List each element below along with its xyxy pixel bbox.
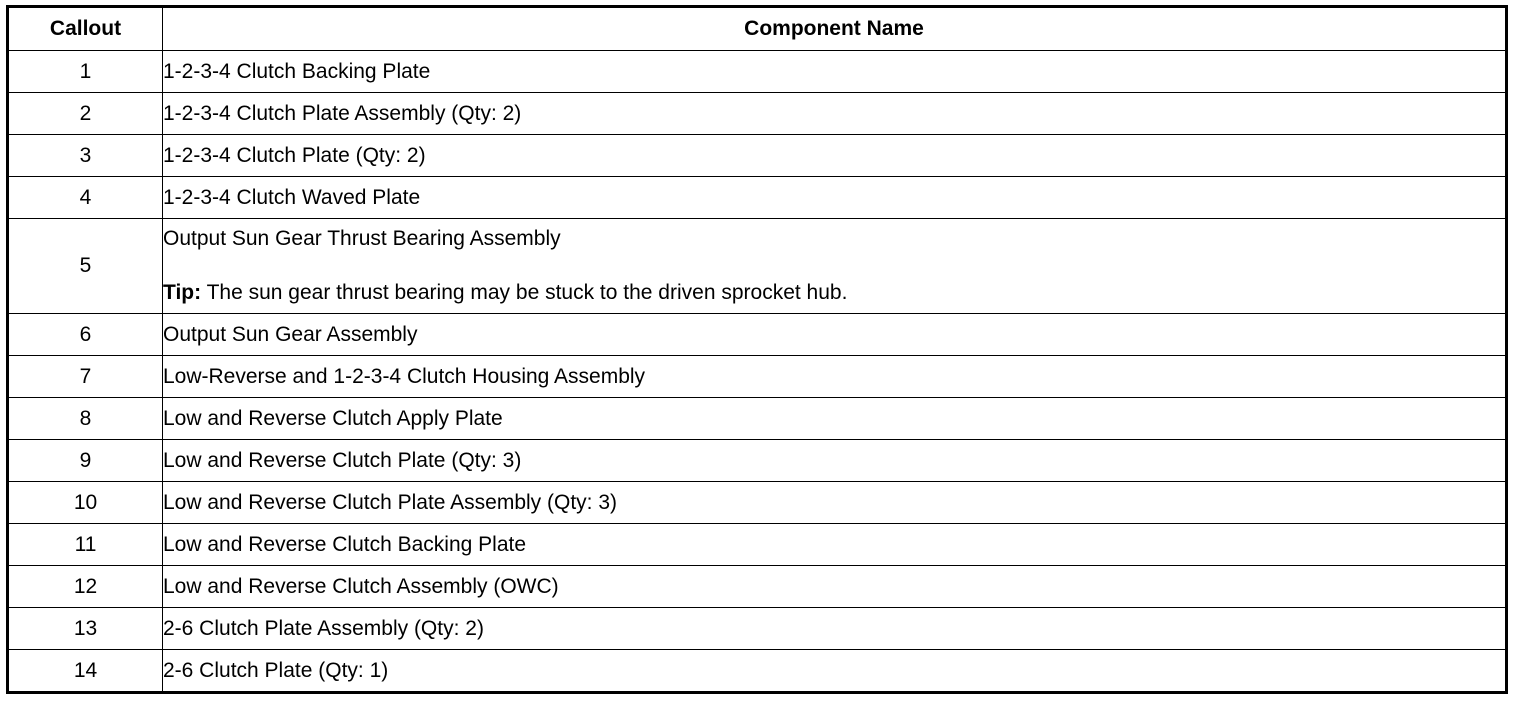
table-row (8, 51, 1507, 93)
table-row (8, 135, 1507, 177)
callout-number: 7 (8, 356, 163, 398)
table-row (8, 356, 1507, 398)
table-row (8, 398, 1507, 440)
table-row (8, 314, 1507, 356)
callout-number: 12 (8, 566, 163, 608)
tip-label: Tip: (163, 281, 202, 304)
callout-number: 3 (8, 135, 163, 177)
table-row (8, 440, 1507, 482)
component-name: 2-6 Clutch Plate Assembly (Qty: 2) (163, 608, 1507, 650)
component-name: Low and Reverse Clutch Plate Assembly (Qty: 3) (163, 482, 1507, 524)
component-name-with-tip (163, 219, 1507, 314)
component-name: Output Sun Gear Assembly (163, 314, 1507, 356)
table-row (8, 524, 1507, 566)
callout-number: 11 (8, 524, 163, 566)
component-name: Low-Reverse and 1-2-3-4 Clutch Housing Assembly (163, 356, 1507, 398)
table-row (8, 566, 1507, 608)
tip-text: The sun gear thrust bearing may be stuck to the driven sprocket hub. (201, 281, 848, 304)
component-name: Low and Reverse Clutch Plate (Qty: 3) (163, 440, 1507, 482)
callout-number: 13 (8, 608, 163, 650)
tip-note (163, 281, 1505, 305)
table-row (8, 482, 1507, 524)
callout-number: 4 (8, 177, 163, 219)
callout-column-header: Callout (8, 7, 163, 51)
callout-number: 10 (8, 482, 163, 524)
component-name: Low and Reverse Clutch Backing Plate (163, 524, 1507, 566)
component-name: 1-2-3-4 Clutch Waved Plate (163, 177, 1507, 219)
table-row (8, 93, 1507, 135)
callout-number: 9 (8, 440, 163, 482)
callout-table (6, 5, 1508, 694)
callout-number: 5 (8, 219, 163, 314)
component-name: Low and Reverse Clutch Assembly (OWC) (163, 566, 1507, 608)
callout-number: 1 (8, 51, 163, 93)
table-row (8, 650, 1507, 693)
table-row (8, 177, 1507, 219)
component-name: 1-2-3-4 Clutch Plate Assembly (Qty: 2) (163, 93, 1507, 135)
component-name: Output Sun Gear Thrust Bearing Assembly (163, 227, 561, 250)
component-name: 1-2-3-4 Clutch Plate (Qty: 2) (163, 135, 1507, 177)
callout-number: 8 (8, 398, 163, 440)
callout-number: 2 (8, 93, 163, 135)
table-row (8, 608, 1507, 650)
component-name: 1-2-3-4 Clutch Backing Plate (163, 51, 1507, 93)
header-row (8, 7, 1507, 51)
component-name: Low and Reverse Clutch Apply Plate (163, 398, 1507, 440)
callout-number: 6 (8, 314, 163, 356)
table-row (8, 219, 1507, 314)
callout-number: 14 (8, 650, 163, 693)
component-name: 2-6 Clutch Plate (Qty: 1) (163, 650, 1507, 693)
component-name-column-header: Component Name (163, 7, 1507, 51)
